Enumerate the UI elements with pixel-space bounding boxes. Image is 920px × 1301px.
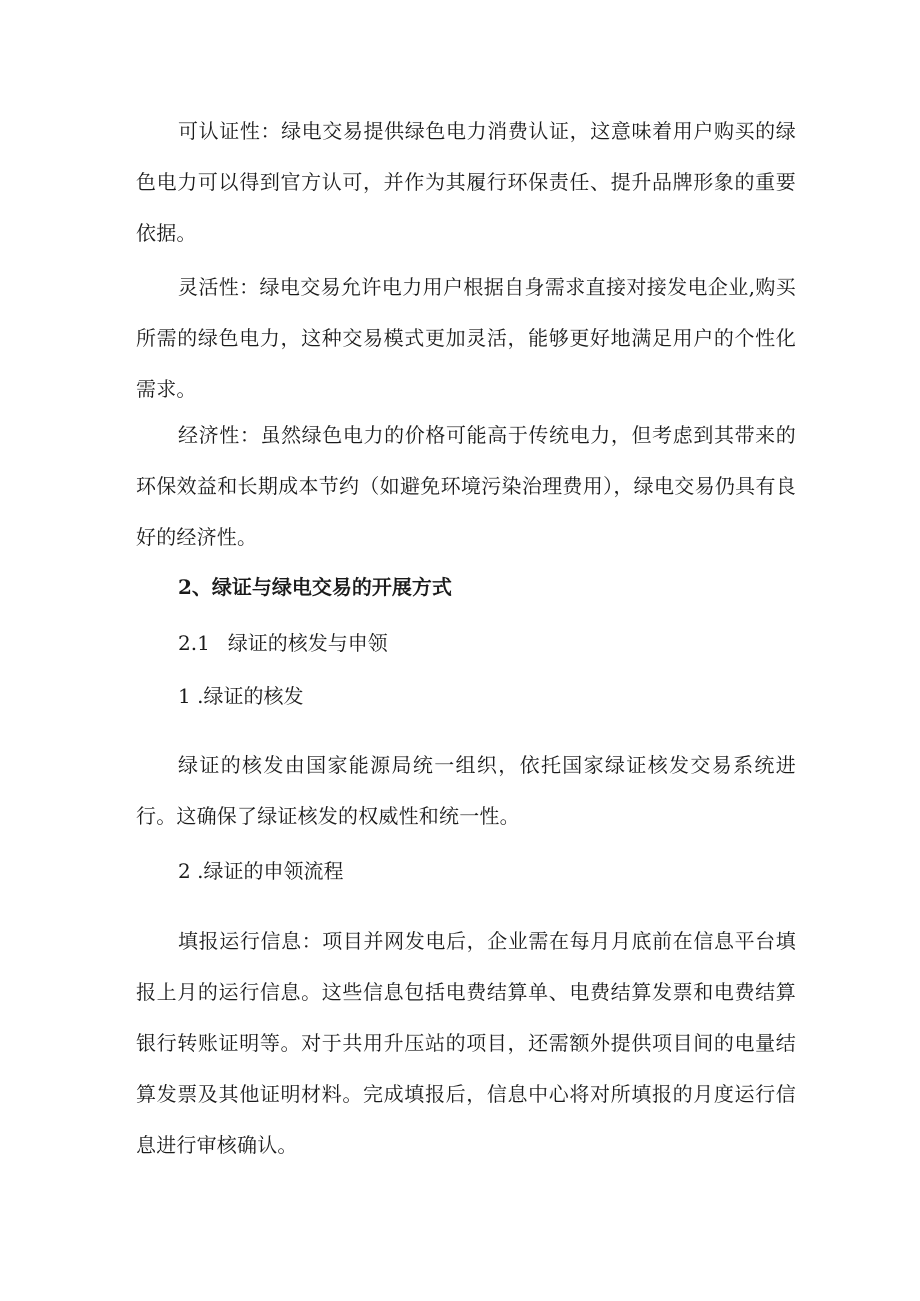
paragraph-verifiability: 可认证性：绿电交易提供绿色电力消费认证，这意味着用户购买的绿色电力可以得到官方认可，并作为其履行环保责任、提升品牌形象的重要依据。 bbox=[136, 119, 796, 245]
item-heading-application: 2 .绿证的申领流程 bbox=[178, 859, 344, 883]
item-heading-issuance: 1 .绿证的核发 bbox=[178, 684, 304, 708]
subsection-title: 绿证的核发与申领 bbox=[227, 631, 388, 655]
paragraph-economy: 经济性：虽然绿色电力的价格可能高于传统电力，但考虑到其带来的环保效益和长期成本节约（如避免环境污染治理费用），绿电交易仍具有良好的经济性。 bbox=[136, 423, 796, 549]
paragraph-flexibility: 灵活性：绿电交易允许电力用户根据自身需求直接对接发电企业,购买所需的绿色电力，这种交易模式更加灵活，能够更好地满足用户的个性化需求。 bbox=[136, 275, 796, 401]
subsection-heading bbox=[178, 627, 388, 659]
subsection-number: 2.1 bbox=[178, 631, 210, 655]
section-heading: 2、绿证与绿电交易的开展方式 bbox=[178, 575, 452, 599]
paragraph-application-process: 填报运行信息：项目并网发电后，企业需在每月月底前在信息平台填报上月的运行信息。这些信息包括电费结算单、电费结算发票和电费结算银行转账证明等。对于共用升压站的项目，还需额外提供项目间的电量结算发票及其他证明材料。完成填报后，信息中心将对所填报的月度运行信息进行审核确认。 bbox=[136, 929, 796, 1157]
paragraph-issuance: 绿证的核发由国家能源局统一组织，依托国家绿证核发交易系统进行。这确保了绿证核发的权威性和统一性。 bbox=[136, 753, 796, 828]
